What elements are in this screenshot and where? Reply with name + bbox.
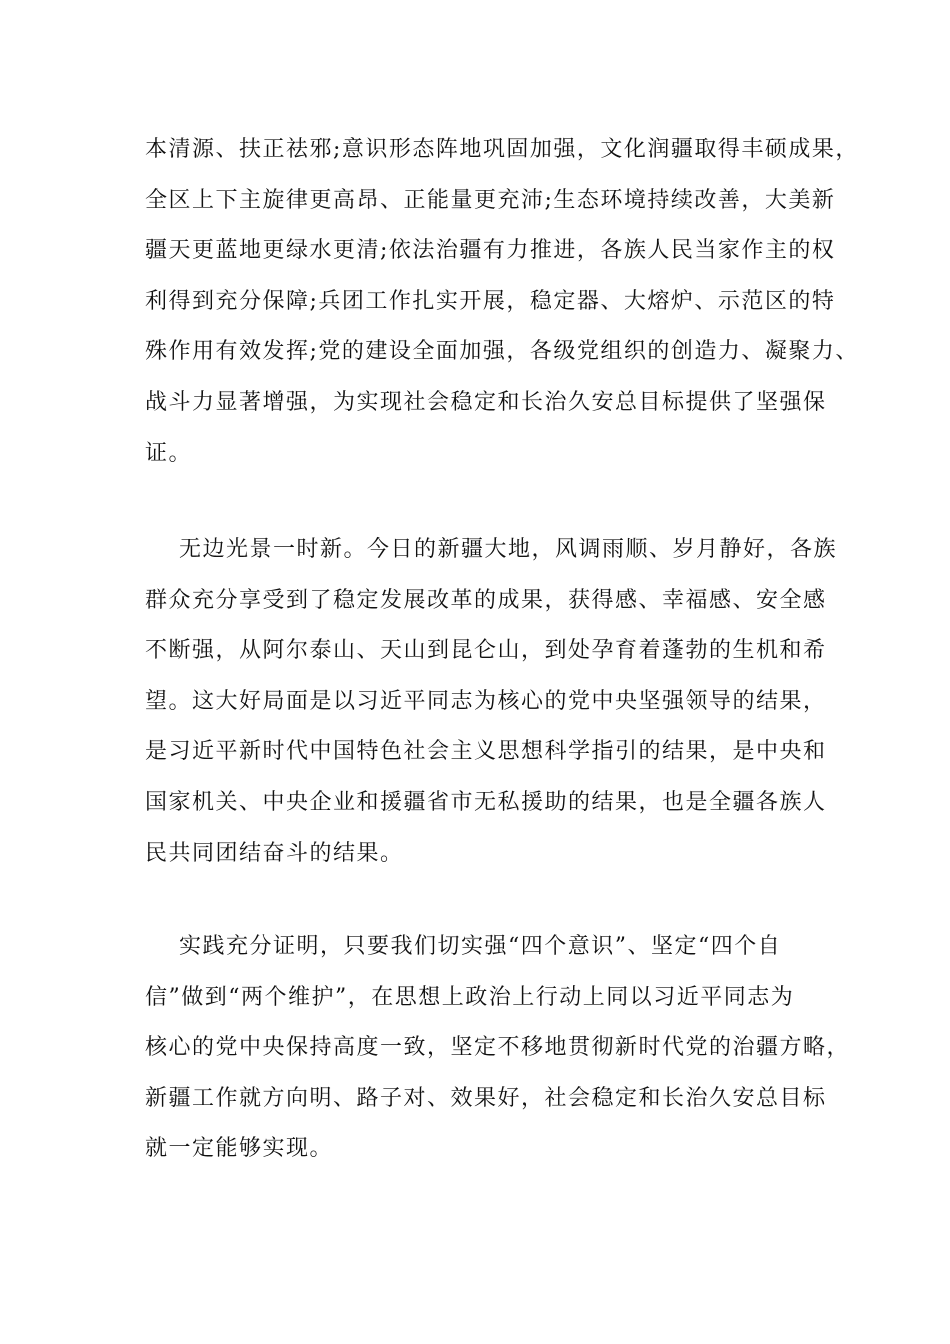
paragraph-line: 利得到充分保障;兵团工作扎实开展，稳定器、大熔炉、示范区的特 bbox=[145, 288, 836, 314]
paragraph-3 bbox=[145, 922, 851, 1175]
paragraph-line: 核心的党中央保持高度一致，坚定不移地贯彻新时代党的治疆方略， bbox=[145, 1035, 851, 1061]
paragraph-line: 疆天更蓝地更绿水更清;依法治疆有力推进，各族人民当家作主的权 bbox=[145, 238, 836, 264]
paragraph-line: 本清源、扶正祛邪;意识形态阵地巩固加强，文化润疆取得丰硕成果， bbox=[145, 137, 859, 162]
paragraph-line: 不断强，从阿尔泰山、天山到昆仑山，到处孕育着蓬勃的生机和希 bbox=[145, 638, 827, 664]
paragraph-line: 民共同团结奋斗的结果。 bbox=[145, 840, 404, 866]
paragraph-line: 国家机关、中央企业和援疆省市无私援助的结果，也是全疆各族人 bbox=[145, 789, 827, 815]
paragraph-line: 信”做到“两个维护”，在思想上政治上行动上同以习近平同志为 bbox=[145, 984, 795, 1010]
paragraph-line: 证。 bbox=[145, 440, 193, 466]
paragraph-line: 望。这大好局面是以习近平同志为核心的党中央坚强领导的结果， bbox=[145, 688, 827, 714]
paragraph-line: 是习近平新时代中国特色社会主义思想科学指引的结果，是中央和 bbox=[145, 739, 827, 765]
paragraph-line: 战斗力显著增强，为实现社会稳定和长治久安总目标提供了坚强保 bbox=[145, 389, 827, 415]
paragraph-1 bbox=[145, 125, 859, 479]
paragraph-line: 殊作用有效发挥;党的建设全面加强，各级党组织的创造力、凝聚力、 bbox=[145, 339, 859, 365]
paragraph-line: 群众充分享受到了稳定发展改革的成果，获得感、幸福感、安全感 bbox=[145, 587, 827, 613]
paragraph-line: 就一定能够实现。 bbox=[145, 1136, 334, 1162]
paragraph-2 bbox=[145, 525, 838, 879]
paragraph-line: 新疆工作就方向明、路子对、效果好，社会稳定和长治久安总目标 bbox=[145, 1085, 827, 1111]
paragraph-line: 无边光景一时新。今日的新疆大地，风调雨顺、岁月静好，各族 bbox=[179, 537, 838, 562]
paragraph-line: 实践充分证明，只要我们切实强“四个意识”、坚定“四个自 bbox=[179, 934, 782, 959]
paragraph-line: 全区上下主旋律更高昂、正能量更充沛;生态环境持续改善，大美新 bbox=[145, 187, 836, 213]
